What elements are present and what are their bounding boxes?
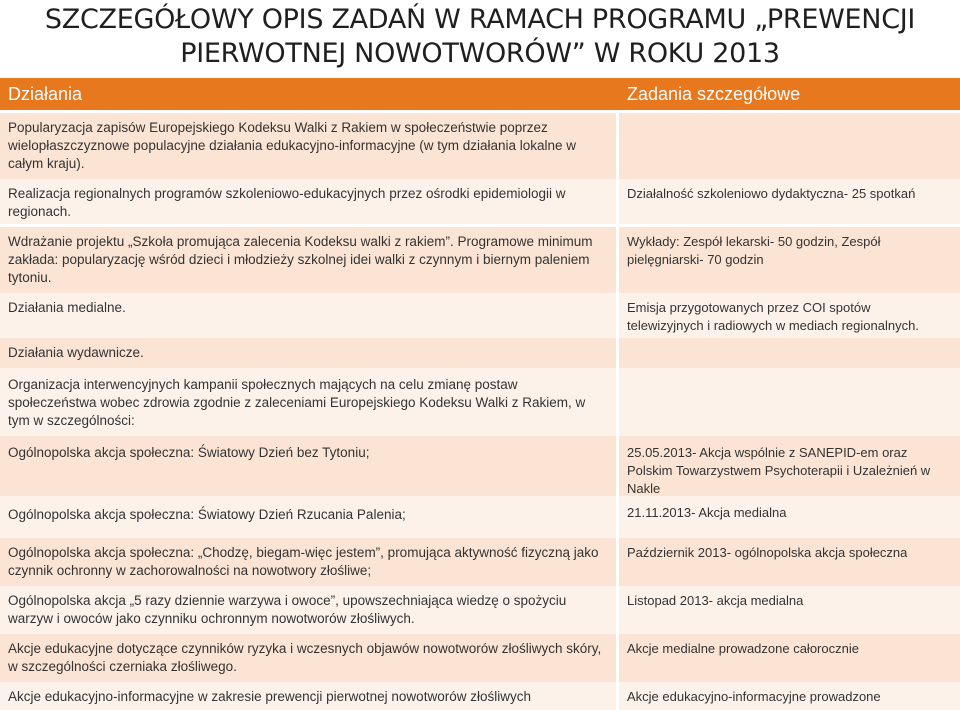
table-row [0, 586, 960, 634]
row-task-cell [619, 436, 960, 496]
row-task: Akcje edukacyjno-informacyjne prowadzone [627, 689, 881, 704]
row-action: Działania medialne. [8, 300, 126, 315]
table-row [0, 538, 960, 586]
row-task-cell [619, 113, 960, 179]
page-title [0, 0, 960, 78]
table-row [0, 368, 960, 436]
row-task-cell [619, 496, 960, 538]
row-action-cell [0, 586, 616, 634]
table-row [0, 682, 960, 710]
table-row [0, 227, 960, 293]
row-action: Akcje edukacyjne dotyczące czynników ryzyka i wczesnych objawów nowotworów złośliwych skóry, w szczególności czerniaka złośliwego. [8, 641, 602, 674]
row-task: Listopad 2013- akcja medialna [627, 593, 804, 608]
header-dzialania: Działania [8, 84, 83, 104]
header-zadania-szczegolowe: Zadania szczegółowe [627, 84, 801, 104]
row-task: 25.05.2013- Akcja wspólnie z SANEPID-em oraz Polskim Towarzystwem Psychoterapii i Uzależnień w Nakle [627, 445, 931, 496]
row-action: Ogólnopolska akcja społeczna: Światowy Dzień Rzucania Palenia; [8, 507, 406, 522]
row-action: Ogólnopolska akcja społeczna: „Chodzę, biegam-więc jestem”, promująca aktywność fizyczną jako czynnik ochronny w zachorowalności na nowotwory złośliwe; [8, 545, 599, 578]
row-action-cell [0, 682, 616, 710]
row-task-cell [619, 682, 960, 710]
table-row [0, 496, 960, 538]
row-task: Emisja przygotowanych przez COI spotów telewizyjnych i radiowych w mediach regionalnych. [627, 300, 919, 333]
row-action: Ogólnopolska akcja „5 razy dziennie warzywa i owoce”, upowszechniająca wiedzę o spożyciu warzyw i owoców jako czynniku ochronnym nowotworów złośliwych. [8, 593, 567, 626]
row-action: Realizacja regionalnych programów szkoleniowo-edukacyjnych przez ośrodki epidemiologii w regionach. [8, 186, 566, 219]
row-action: Działania wydawnicze. [8, 345, 144, 360]
table-row [0, 634, 960, 682]
row-action-cell [0, 227, 616, 293]
table-row [0, 338, 960, 368]
row-task-cell [619, 338, 960, 368]
row-task-cell [619, 179, 960, 224]
row-task-cell [619, 538, 960, 586]
table-row [0, 179, 960, 224]
row-action: Ogólnopolska akcja społeczna: Światowy Dzień bez Tytoniu; [8, 445, 370, 460]
table-row [0, 113, 960, 179]
row-task: Działalność szkoleniowo dydaktyczna- 25 spotkań [627, 186, 916, 201]
row-action: Wdrażanie projektu „Szkoła promująca zalecenia Kodeksu walki z rakiem”. Programowe minimum zakłada: popularyzację wśród dzieci i młodzieży szkolnej idei walki z czynnym i biernym paleniem tytoniu. [8, 234, 593, 285]
row-action-cell [0, 368, 616, 436]
row-action-cell [0, 113, 616, 179]
row-action-cell [0, 179, 616, 224]
row-action-cell [0, 634, 616, 682]
row-action-cell [0, 293, 616, 338]
row-task-cell [619, 586, 960, 634]
row-action: Organizacja interwencyjnych kampanii społecznych mających na celu zmianę postaw społeczeństwa wobec zdrowia zgodnie z zaleceniami Europejskiego Kodeksu Walki z Rakiem, w tym w szczególności: [8, 377, 586, 428]
row-task: 21.11.2013- Akcja medialna [627, 505, 787, 520]
row-task-cell [619, 293, 960, 338]
row-task-cell [619, 368, 960, 436]
row-action: Popularyzacja zapisów Europejskiego Kodeksu Walki z Rakiem w społeczeństwie poprzez wielopłaszczyznowe populacyjne działania edukacyjno-informacyjne (w tym działania lokalne w całym kraju). [8, 120, 577, 171]
row-action-cell [0, 436, 616, 496]
row-task: Październik 2013- ogólnopolska akcja społeczna [627, 545, 908, 560]
row-action: Akcje edukacyjno-informacyjne w zakresie prewencji pierwotnej nowotworów złośliwych [8, 689, 531, 704]
row-action-cell [0, 538, 616, 586]
table-header [0, 78, 960, 110]
row-task: Akcje medialne prowadzone całorocznie [627, 641, 859, 656]
row-task-cell [619, 227, 960, 293]
row-task-cell [619, 634, 960, 682]
row-action-cell [0, 338, 616, 368]
row-action-cell [0, 496, 616, 538]
table-row [0, 293, 960, 338]
row-task: Wykłady: Zespół lekarski- 50 godzin, Zespół pielęgniarski- 70 godzin [627, 234, 881, 267]
title-line-1: SZCZEGÓŁOWY OPIS ZADAŃ W RAMACH PROGRAMU „PREWENCJI [44, 4, 916, 35]
title-line-2: PIERWOTNEJ NOWOTWORÓW” W ROKU 2013 [180, 38, 780, 69]
table-row [0, 436, 960, 496]
